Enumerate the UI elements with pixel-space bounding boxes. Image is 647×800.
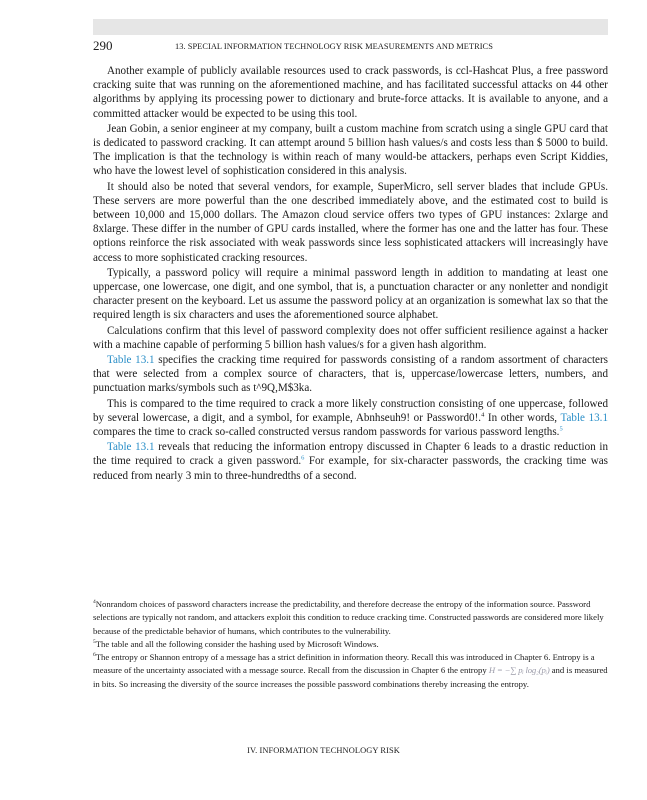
footnote-6-mark: 6 [93, 652, 96, 659]
footnote-ref-4[interactable]: 4 [481, 411, 485, 419]
footnote-4-mark: 4 [93, 599, 96, 606]
footnote-5-text: The table and all the following consider the hashing used by Microsoft Windows. [95, 638, 379, 649]
paragraph-5: Calculations confirm that this level of password complexity does not offer sufficient resilience against a hacker with a machine capable of performing 5 billion hash values/s for a given hash algorithm. [93, 324, 608, 351]
paragraph-8-text-a: reveals that reducing the information entropy discussed in Chapter 6 leads to a drastic reduction in the time required to crack a given password. [93, 441, 609, 468]
paragraph-4: Typically, a password policy will require a minimal password length in addition to mandating at least one uppercase, one lowercase, one digit, and one symbol, that is, a punctuation character or any nonletter and nondigit character present on the keyboard. Let us assume the password policy at an organization is somewhat lax so that the required length is six characters and uses the aforementioned source alphabet. [93, 266, 608, 322]
entropy-formula: H = −∑ pᵢ log₂(pᵢ) [488, 665, 550, 676]
footnotes [93, 598, 608, 691]
footnote-4-text: Nonrandom choices of password characters increase the predictability, and therefore decrease the entropy of the information source. Password selections are typically not random, and attackers exploit this condition to reduce cracking time. Constructed passwords are considered more likely because of the predictable behavior of humans, which contributes to the vulnerability. [93, 599, 604, 636]
footnote-4 [93, 598, 608, 638]
paragraph-7-text-a: This is compared to the time required to crack a more likely construction consisting of one uppercase, followed by several lowercase, a digit, and a symbol, for example, Abnhseuh9! or Password0!. [93, 397, 608, 424]
body-text [93, 64, 608, 484]
footnote-ref-6[interactable]: 6 [301, 454, 305, 462]
paragraph-7-text-c: compares the time to crack so-called constructed versus random passwords for various password lengths. [93, 426, 560, 439]
footnote-6 [93, 651, 608, 691]
footnote-ref-5[interactable]: 5 [559, 425, 563, 433]
paragraph-1: Another example of publicly available resources used to crack passwords, is ccl-Hashcat Plus, a free password cracking suite that was running on the aforementioned machine, and has facilitated successful attacks on 44 other algorithms by applying its processing power to dictionary and brute-force attacks. It is available to anyone, and a committed attacker would be expected to be using this tool. [93, 65, 608, 120]
paragraph-8 [93, 440, 608, 483]
footnote-6-text-a: The entropy or Shannon entropy of a message has a strict definition in information theory. Recall this was introduced in Chapter 6. Entropy is a measure of the uncertainty associated with a message source. Recall from the discussion in Chapter 6 the entropy [93, 652, 595, 676]
paragraph-2: Jean Gobin, a senior engineer at my company, built a custom machine from scratch using a single GPU card that is dedicated to password cracking. It can attempt around 5 billion hash values/s and costs less than $ 5000 to build. The implication is that the technology is within reach of many would-be attackers, perhaps even Script Kiddies, who have the lowest level of sophistication considered in this analysis. [93, 122, 608, 178]
running-head: 13. SPECIAL INFORMATION TECHNOLOGY RISK MEASUREMENTS AND METRICS [175, 42, 493, 51]
paragraph-3: It should also be noted that several vendors, for example, SuperMicro, sell server blades that include GPUs. These servers are more powerful than the one described immediately above, and the estimated cost to build is between 10,000 and 15,000 dollars. The Amazon cloud service offers two types of GPU instances: 2xlarge and 8xlarge. These differ in the number of GPU cards installed, where the former has one and the latter has four. These options reinforce the risk associated with weak passwords since less sophisticated attackers will increasingly have access to more sophisticated cracking resources. [93, 180, 608, 264]
page-number: 290 [93, 38, 113, 53]
paragraph-7 [93, 397, 608, 440]
paragraph-7-text-b: In other words, [484, 411, 561, 424]
running-foot: IV. INFORMATION TECHNOLOGY RISK [247, 746, 400, 755]
table-13-1-link[interactable]: Table 13.1 [107, 354, 155, 367]
footnote-6-text-b: and is measured in bits. So increasing the diversity of the source increases the possible password combinations thereby increasing the entropy. [93, 665, 608, 689]
footnote-5 [93, 638, 608, 651]
paragraph-8-text-b: For example, for six-character passwords, the cracking time was reduced from nearly 3 min to three-hundredths of a second. [93, 455, 608, 482]
table-13-1-link[interactable]: Table 13.1 [560, 411, 608, 424]
header-bar [93, 19, 608, 35]
footnote-5-mark: 5 [93, 639, 96, 645]
table-13-1-link[interactable]: Table 13.1 [107, 441, 155, 454]
paragraph-6 [93, 353, 608, 396]
paragraph-6-text: specifies the cracking time required for passwords consisting of a random assortment of characters that were selected from a complex source of characters, that is, uppercase/lowercase letters, numbers, and punctuation marks/symbols such as t^9Q,M$3ka. [93, 354, 608, 395]
